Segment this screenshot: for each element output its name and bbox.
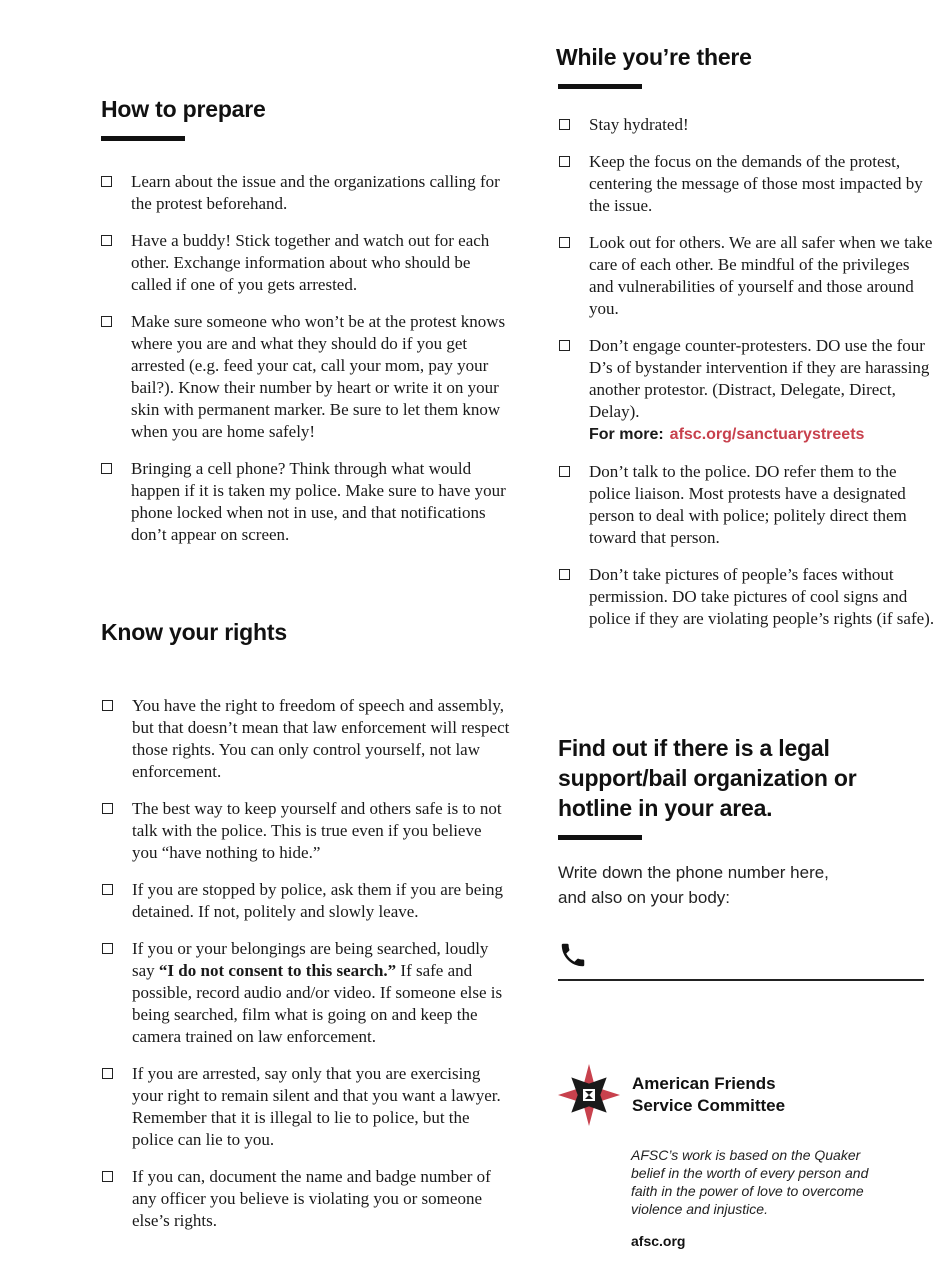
rights-checklist <box>101 695 511 1232</box>
checklist-item <box>101 311 511 443</box>
checkbox[interactable] <box>102 943 113 954</box>
mission-statement: AFSC’s work is based on the Quaker belief in the worth of every person and faith in the power of love to overcome violence and injustice. <box>631 1147 869 1217</box>
checkbox[interactable] <box>101 176 112 187</box>
checkbox[interactable] <box>559 340 570 351</box>
checklist-item-text: Don’t talk to the police. DO refer them to the police liaison. Most protests have a designated person to deal with police; politely direct them toward that person. <box>589 462 907 547</box>
phone-number-line[interactable] <box>558 979 924 981</box>
afsc-footer <box>558 1064 928 1249</box>
write-instruction-line: Write down the phone number here, <box>558 863 829 882</box>
checklist-item <box>102 879 511 923</box>
checklist-item-text: Make sure someone who won’t be at the protest knows where you are and what they should do if you get arrested (e.g. feed your cat, call your mom, pay your bail?). Know their number by heart or write it on your skin with permanent marker. Be sure to let them know when you are home safely! <box>131 312 506 441</box>
checklist-item <box>559 461 936 549</box>
checklist-item <box>101 171 511 215</box>
org-name-line: Service Committee <box>632 1096 786 1115</box>
checklist-item-text <box>132 938 511 1048</box>
heading-rule <box>101 136 185 141</box>
legal-support-heading: Find out if there is a legal support/bail organization or hotline in your area. <box>558 735 857 821</box>
checklist-item-text: If you can, document the name and badge number of any officer you believe is violating you or someone else’s rights. <box>132 1167 491 1230</box>
bystander-text: Don’t engage counter-protesters. DO use the four D’s of bystander intervention if they are harassing another protestor. (Distract, Delegate, Direct, Delay). <box>589 336 930 421</box>
checklist-item <box>559 335 936 446</box>
checklist-item <box>101 230 511 296</box>
prepare-checklist <box>101 171 511 546</box>
checklist-item-text: You have the right to freedom of speech and assembly, but that doesn’t mean that law enforcement will respect those rights. You can only control yourself, not law enforcement. <box>132 696 510 781</box>
heading-rule <box>558 84 642 89</box>
write-instruction <box>558 860 930 910</box>
checklist-item-text: Bringing a cell phone? Think through what would happen if it is taken my police. Make sure to have your phone locked when not in use, and that notifications don’t appear on screen. <box>131 459 506 544</box>
checklist-item <box>559 151 936 217</box>
checkbox[interactable] <box>102 803 113 814</box>
while-there-section <box>556 42 936 630</box>
for-more-label: For more: <box>589 426 664 443</box>
rights-section <box>101 617 511 1232</box>
checklist-item-text: The best way to keep yourself and others safe is to not talk with the police. This is true even if you believe you “have nothing to hide.” <box>132 799 502 862</box>
prepare-section <box>101 94 511 546</box>
checkbox[interactable] <box>559 156 570 167</box>
checklist-item-text: Keep the focus on the demands of the protest, centering the message of those most impacted by the issue. <box>589 152 923 215</box>
checklist-item <box>102 1166 511 1232</box>
checklist-item-text: Learn about the issue and the organizations calling for the protest beforehand. <box>131 172 500 213</box>
checklist-item <box>559 114 936 136</box>
checklist-item <box>101 458 511 546</box>
for-more <box>589 424 936 446</box>
checklist-item-text: Don’t take pictures of people’s faces without permission. DO take pictures of cool signs and police if they are violating people’s rights (if safe). <box>589 565 935 628</box>
checklist-item-text: Look out for others. We are all safer when we take care of each other. Be mindful of the privileges and vulnerabilities of yourself and those around you. <box>589 233 933 318</box>
checkbox[interactable] <box>101 235 112 246</box>
rights-heading: Know your rights <box>101 619 287 645</box>
heading-rule <box>558 835 642 840</box>
checklist-item-text: Have a buddy! Stick together and watch out for each other. Exchange information about who should be called if one of you gets arrested. <box>131 231 490 294</box>
checkbox[interactable] <box>101 316 112 327</box>
phone-entry <box>558 940 924 981</box>
checkbox[interactable] <box>559 237 570 248</box>
legal-support-section <box>558 733 930 981</box>
checklist-item <box>102 695 511 783</box>
checkbox[interactable] <box>559 119 570 130</box>
search-text-start: If you or your belongings are being searched, loudly say <box>132 939 489 980</box>
org-name-line: American Friends <box>632 1074 776 1093</box>
checklist-item-text: If you are arrested, say only that you are exercising your right to remain silent and that you want a lawyer. Remember that it is illegal to lie to police, but the police can lie to you. <box>132 1064 501 1149</box>
checklist-item <box>102 938 511 1048</box>
checkbox[interactable] <box>102 1171 113 1182</box>
checkbox[interactable] <box>559 569 570 580</box>
org-name <box>632 1073 785 1117</box>
sanctuary-streets-link[interactable]: afsc.org/sanctuarystreets <box>669 426 865 443</box>
checkbox[interactable] <box>101 463 112 474</box>
checklist-item-text <box>589 335 936 446</box>
checklist-item-text: Stay hydrated! <box>589 115 689 134</box>
checklist-item <box>102 1063 511 1151</box>
prepare-heading: How to prepare <box>101 96 266 122</box>
while-there-heading: While you’re there <box>556 44 752 70</box>
afsc-star-logo <box>558 1064 620 1126</box>
checklist-item-text: If you are stopped by police, ask them if you are being detained. If not, politely and slowly leave. <box>132 880 504 921</box>
checklist-item <box>102 798 511 864</box>
search-text-end: If safe and possible, record audio and/or video. If someone else is being searched, film what is going on and keep the camera trained on law enforcement. <box>132 961 503 1046</box>
website-link[interactable]: afsc.org <box>631 1233 686 1249</box>
checkbox[interactable] <box>102 1068 113 1079</box>
write-instruction-line: and also on your body: <box>558 888 731 907</box>
checklist-item <box>559 564 936 630</box>
checklist-item <box>559 232 936 320</box>
checkbox[interactable] <box>102 884 113 895</box>
checkbox[interactable] <box>559 466 570 477</box>
while-there-checklist <box>556 114 936 630</box>
org-header <box>558 1064 928 1126</box>
phone-icon <box>558 940 588 970</box>
checkbox[interactable] <box>102 700 113 711</box>
no-consent-statement: “I do not consent to this search.” <box>158 961 397 980</box>
